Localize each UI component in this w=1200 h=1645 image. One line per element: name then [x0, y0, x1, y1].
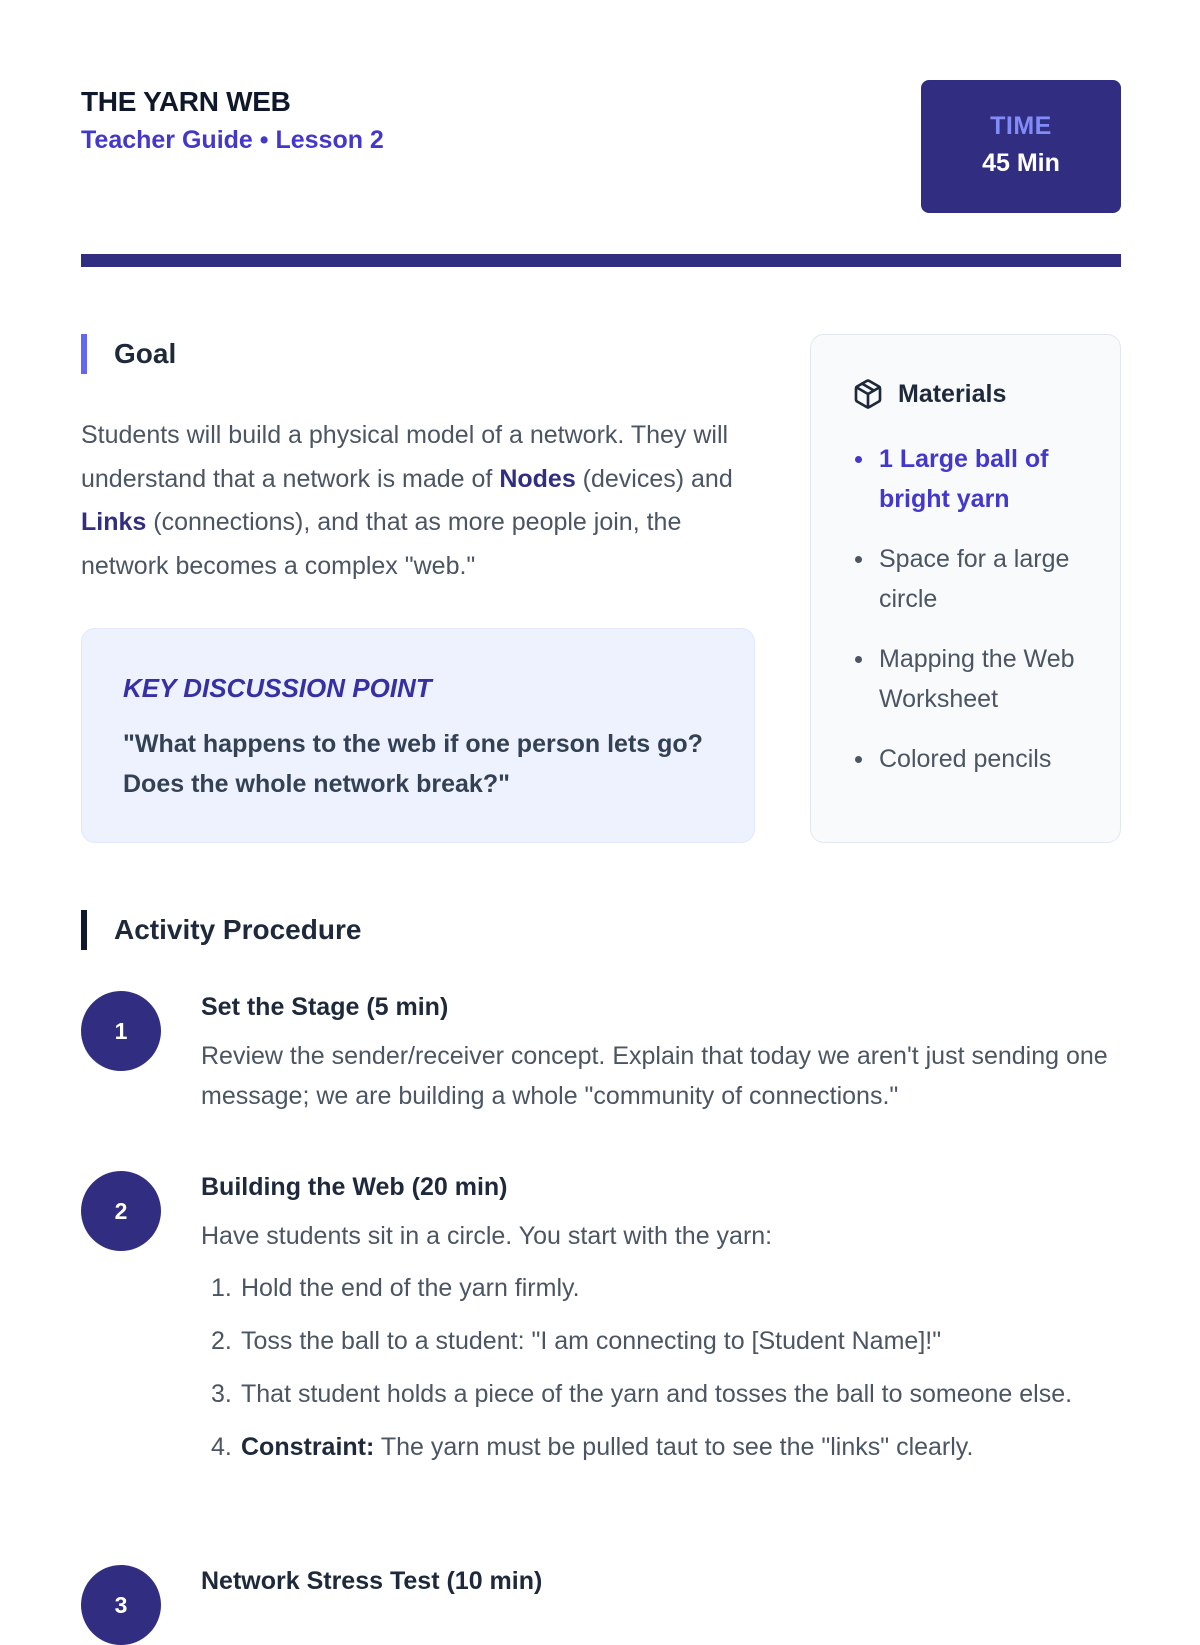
- term-links: Links: [81, 508, 147, 536]
- list-item: Space for a large circle: [852, 539, 1092, 619]
- goal-paragraph: [81, 414, 761, 588]
- goal-text-3: (connections), and that as more people join, the network becomes a complex "web.": [81, 508, 682, 580]
- list-item: Colored pencils: [852, 739, 1092, 779]
- substep-item: [201, 1268, 1081, 1308]
- goal-heading: [81, 334, 176, 374]
- substep-text: That student holds a piece of the yarn and tosses the ball to someone else.: [241, 1380, 1073, 1408]
- substep-number: 3.: [211, 1380, 232, 1408]
- substep-item: [201, 1321, 1081, 1361]
- key-discussion-title: KEY DISCUSSION POINT: [123, 673, 432, 703]
- materials-heading: [852, 378, 1006, 410]
- substep-list: [201, 1268, 1081, 1480]
- key-discussion-quote: "What happens to the web if one person lets go? Does the whole network break?": [123, 730, 703, 798]
- time-badge: [921, 80, 1121, 213]
- materials-list: [852, 439, 1092, 799]
- time-label: TIME: [990, 112, 1052, 140]
- heading-accent-bar: [81, 910, 87, 950]
- activity-heading-text: Activity Procedure: [114, 914, 362, 945]
- activity-heading: [81, 910, 361, 950]
- page-title: THE YARN WEB: [81, 86, 291, 117]
- step-title: Network Stress Test (10 min): [201, 1567, 543, 1595]
- step-number-badge: 3: [81, 1565, 161, 1645]
- substep-number: 2.: [211, 1327, 232, 1355]
- substep-number: 4.: [211, 1433, 232, 1461]
- substep-number: 1.: [211, 1274, 232, 1302]
- heading-accent-bar: [81, 334, 87, 374]
- step-number-badge: 2: [81, 1171, 161, 1251]
- list-item: Mapping the Web Worksheet: [852, 639, 1092, 719]
- materials-card: [810, 334, 1121, 843]
- key-discussion-box: [81, 628, 755, 843]
- step-description: Have students sit in a circle. You start with the yarn:: [201, 1222, 773, 1250]
- list-item: 1 Large ball of bright yarn: [852, 439, 1092, 519]
- materials-heading-text: Materials: [898, 379, 1007, 408]
- goal-text-1: Students will build a physical model of a network. They will understand that a network is made of: [81, 421, 729, 493]
- step-description: Review the sender/receiver concept. Explain that today we aren't just sending one message; we are building a whole "community of connections.": [201, 1042, 1108, 1110]
- substep-text: Toss the ball to a student: "I am connecting to [Student Name]!": [241, 1327, 942, 1355]
- box-icon: [852, 378, 884, 410]
- substep-item: [201, 1374, 1081, 1414]
- step-title: Building the Web (20 min): [201, 1173, 508, 1201]
- substep-item: [201, 1427, 1081, 1467]
- step-number-badge: 1: [81, 991, 161, 1071]
- substep-text: Hold the end of the yarn firmly.: [241, 1274, 580, 1302]
- term-nodes: Nodes: [499, 464, 576, 493]
- step-title: Set the Stage (5 min): [201, 993, 449, 1021]
- substep-text: The yarn must be pulled taut to see the "links" clearly.: [374, 1433, 974, 1461]
- goal-text-2: (devices) and: [575, 464, 733, 493]
- header: [81, 80, 1121, 215]
- substep-bold-label: Constraint:: [241, 1433, 375, 1461]
- time-value: 45 Min: [982, 149, 1060, 177]
- goal-heading-text: Goal: [114, 338, 177, 369]
- page-subtitle: Teacher Guide • Lesson 2: [81, 126, 384, 154]
- header-divider: [81, 254, 1121, 267]
